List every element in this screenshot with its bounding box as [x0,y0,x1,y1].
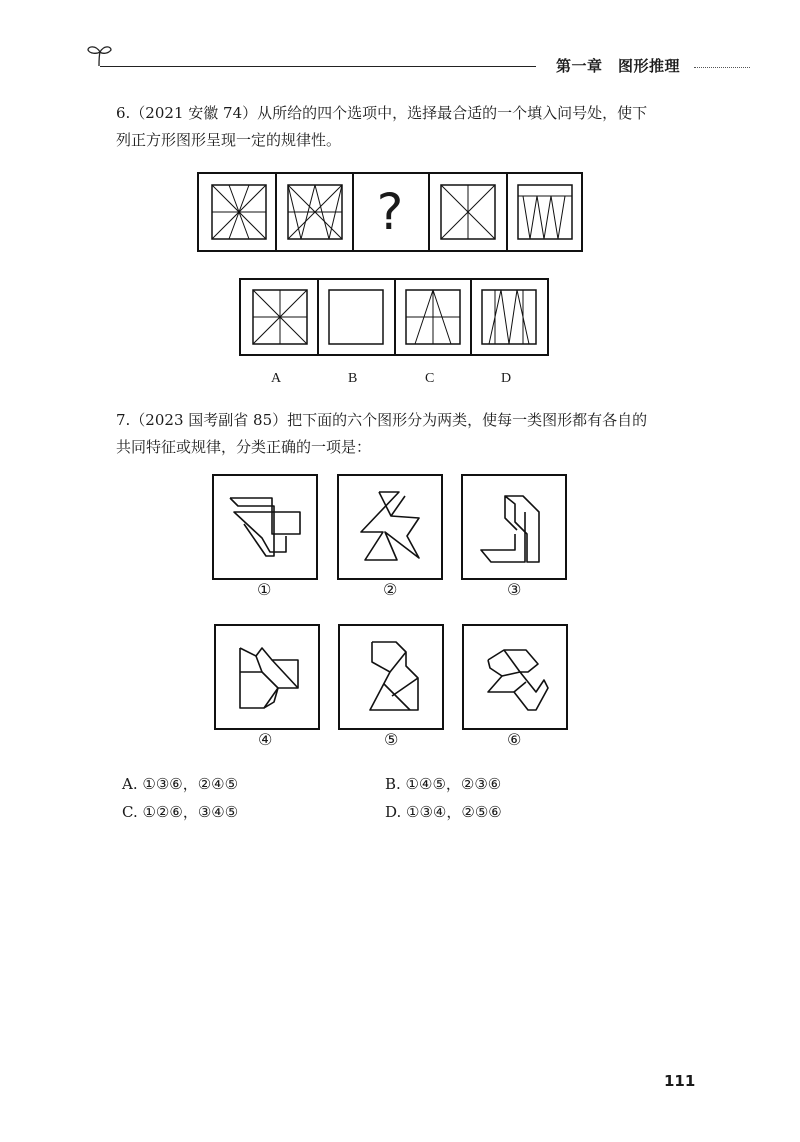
q6-option-b-figure[interactable] [328,289,384,345]
q7-figure-2 [337,474,443,580]
q6-option-b-label[interactable]: B [348,371,358,386]
q6-option-c-figure[interactable] [405,289,461,345]
question-6-text [116,100,716,154]
q7-figure-1-label: ① [257,580,272,599]
question-7-line2: 共同特征或规律，分类正确的一项是： [116,438,372,456]
q6-figure-2 [287,184,343,240]
question-7-line1: 7.（2023 国考副省 85）把下面的六个图形分为两类，使每一类图形都有各自的 [116,411,648,429]
q6-figure-1 [211,184,267,240]
question-7-text [116,407,716,461]
q7-answer-a[interactable]: A. ①③⑥，②④⑤ [122,775,239,793]
q7-figure-3-label: ③ [507,580,522,599]
q6-figure-4 [440,184,496,240]
question-6-line2: 列正方形图形呈现一定的规律性。 [116,131,342,149]
header-dotted-rule [694,67,750,68]
q7-figure-3 [461,474,567,580]
q6-question-mark: ? [376,183,404,241]
q6-problem-row [197,172,583,252]
q7-answer-c[interactable]: C. ①②⑥，③④⑤ [122,803,239,821]
q6-option-d-figure[interactable] [481,289,537,345]
q6-options-row [239,278,549,356]
page-number: 111 [664,1072,696,1090]
q7-answer-b[interactable]: B. ①④⑤，②③⑥ [385,775,502,793]
q7-figure-6-label: ⑥ [507,730,522,749]
q6-option-a-figure[interactable] [252,289,308,345]
q6-option-d-label[interactable]: D [501,371,512,386]
header-rule [100,66,536,67]
chapter-title: 第一章 图形推理 [556,57,681,75]
q7-figure-4-label: ④ [258,730,273,749]
q7-figure-5-label: ⑤ [384,730,399,749]
q6-option-a-label[interactable]: A [271,371,282,386]
q7-figure-5 [338,624,444,730]
q7-answer-d[interactable]: D. ①③④，②⑤⑥ [385,803,502,821]
q6-figure-5 [517,184,573,240]
q7-figure-1 [212,474,318,580]
q6-option-c-label[interactable]: C [425,371,435,386]
sprout-icon [84,38,114,68]
q7-figure-6 [462,624,568,730]
question-6-line1: 6.（2021 安徽 74）从所给的四个选项中，选择最合适的一个填入问号处，使下 [116,104,648,122]
q7-figure-2-label: ② [383,580,398,599]
q7-figure-4 [214,624,320,730]
